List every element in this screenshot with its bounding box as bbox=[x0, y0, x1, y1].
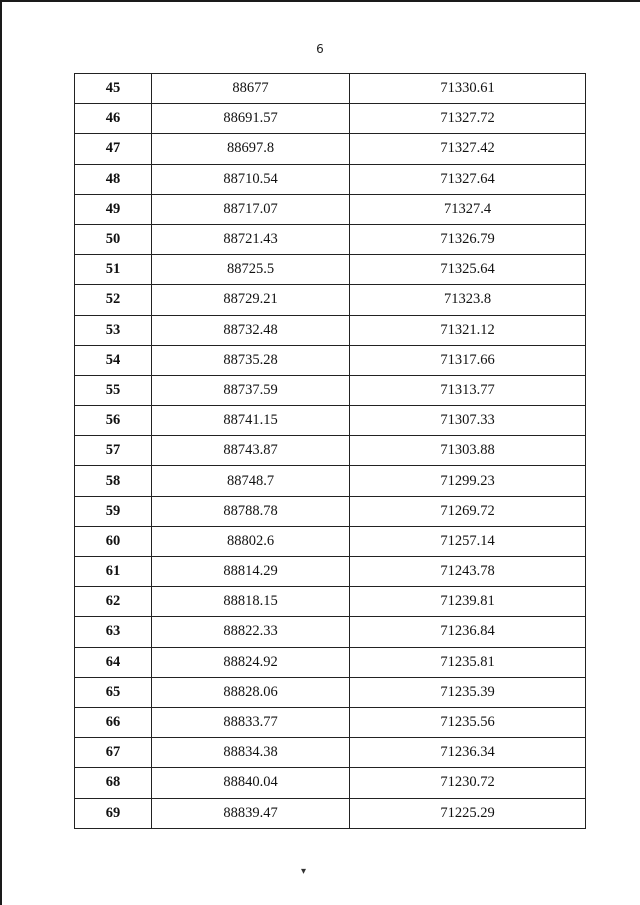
table-row bbox=[75, 134, 586, 164]
table-row bbox=[75, 707, 586, 737]
table-row bbox=[75, 526, 586, 556]
x-coordinate-cell: 88833.77 bbox=[152, 707, 350, 737]
y-coordinate-cell: 71236.34 bbox=[350, 738, 586, 768]
point-number-cell: 48 bbox=[75, 164, 152, 194]
point-number-cell: 65 bbox=[75, 677, 152, 707]
table-row bbox=[75, 315, 586, 345]
y-coordinate-cell: 71327.64 bbox=[350, 164, 586, 194]
y-coordinate-cell: 71323.8 bbox=[350, 285, 586, 315]
y-coordinate-cell: 71235.81 bbox=[350, 647, 586, 677]
y-coordinate-cell: 71269.72 bbox=[350, 496, 586, 526]
x-coordinate-cell: 88725.5 bbox=[152, 255, 350, 285]
point-number-cell: 46 bbox=[75, 104, 152, 134]
point-number-cell: 63 bbox=[75, 617, 152, 647]
point-number-cell: 69 bbox=[75, 798, 152, 828]
x-coordinate-cell: 88834.38 bbox=[152, 738, 350, 768]
y-coordinate-cell: 71299.23 bbox=[350, 466, 586, 496]
x-coordinate-cell: 88735.28 bbox=[152, 345, 350, 375]
y-coordinate-cell: 71235.39 bbox=[350, 677, 586, 707]
x-coordinate-cell: 88741.15 bbox=[152, 406, 350, 436]
table-row bbox=[75, 224, 586, 254]
table-row bbox=[75, 647, 586, 677]
x-coordinate-cell: 88814.29 bbox=[152, 557, 350, 587]
point-number-cell: 49 bbox=[75, 194, 152, 224]
table-row bbox=[75, 104, 586, 134]
point-number-cell: 45 bbox=[75, 74, 152, 104]
table-row bbox=[75, 375, 586, 405]
point-number-cell: 66 bbox=[75, 707, 152, 737]
x-coordinate-cell: 88748.7 bbox=[152, 466, 350, 496]
y-coordinate-cell: 71325.64 bbox=[350, 255, 586, 285]
y-coordinate-cell: 71327.42 bbox=[350, 134, 586, 164]
y-coordinate-cell: 71330.61 bbox=[350, 74, 586, 104]
x-coordinate-cell: 88721.43 bbox=[152, 224, 350, 254]
x-coordinate-cell: 88737.59 bbox=[152, 375, 350, 405]
table-row bbox=[75, 557, 586, 587]
x-coordinate-cell: 88788.78 bbox=[152, 496, 350, 526]
table-row bbox=[75, 406, 586, 436]
table-row bbox=[75, 496, 586, 526]
point-number-cell: 64 bbox=[75, 647, 152, 677]
x-coordinate-cell: 88840.04 bbox=[152, 768, 350, 798]
point-number-cell: 50 bbox=[75, 224, 152, 254]
x-coordinate-cell: 88743.87 bbox=[152, 436, 350, 466]
y-coordinate-cell: 71317.66 bbox=[350, 345, 586, 375]
x-coordinate-cell: 88729.21 bbox=[152, 285, 350, 315]
table-row bbox=[75, 798, 586, 828]
point-number-cell: 60 bbox=[75, 526, 152, 556]
page-edge-left bbox=[0, 0, 2, 905]
y-coordinate-cell: 71326.79 bbox=[350, 224, 586, 254]
table-row bbox=[75, 587, 586, 617]
table-row bbox=[75, 285, 586, 315]
point-number-cell: 51 bbox=[75, 255, 152, 285]
table-row bbox=[75, 255, 586, 285]
x-coordinate-cell: 88818.15 bbox=[152, 587, 350, 617]
y-coordinate-cell: 71236.84 bbox=[350, 617, 586, 647]
point-number-cell: 53 bbox=[75, 315, 152, 345]
point-number-cell: 54 bbox=[75, 345, 152, 375]
y-coordinate-cell: 71235.56 bbox=[350, 707, 586, 737]
y-coordinate-cell: 71307.33 bbox=[350, 406, 586, 436]
x-coordinate-cell: 88839.47 bbox=[152, 798, 350, 828]
point-number-cell: 47 bbox=[75, 134, 152, 164]
page-number: 6 bbox=[316, 42, 324, 56]
table-row bbox=[75, 466, 586, 496]
y-coordinate-cell: 71313.77 bbox=[350, 375, 586, 405]
coordinate-table-body bbox=[75, 74, 586, 829]
x-coordinate-cell: 88828.06 bbox=[152, 677, 350, 707]
x-coordinate-cell: 88710.54 bbox=[152, 164, 350, 194]
x-coordinate-cell: 88824.92 bbox=[152, 647, 350, 677]
y-coordinate-cell: 71327.72 bbox=[350, 104, 586, 134]
point-number-cell: 61 bbox=[75, 557, 152, 587]
table-row bbox=[75, 436, 586, 466]
footer-mark: ▾ bbox=[301, 866, 307, 877]
point-number-cell: 57 bbox=[75, 436, 152, 466]
point-number-cell: 55 bbox=[75, 375, 152, 405]
x-coordinate-cell: 88697.8 bbox=[152, 134, 350, 164]
page-edge-top bbox=[0, 0, 640, 2]
point-number-cell: 56 bbox=[75, 406, 152, 436]
coordinate-table bbox=[74, 73, 586, 829]
y-coordinate-cell: 71225.29 bbox=[350, 798, 586, 828]
point-number-cell: 62 bbox=[75, 587, 152, 617]
table-row bbox=[75, 768, 586, 798]
table-row bbox=[75, 164, 586, 194]
table-row bbox=[75, 74, 586, 104]
y-coordinate-cell: 71243.78 bbox=[350, 557, 586, 587]
table-row bbox=[75, 617, 586, 647]
x-coordinate-cell: 88732.48 bbox=[152, 315, 350, 345]
table-row bbox=[75, 194, 586, 224]
table-row bbox=[75, 738, 586, 768]
y-coordinate-cell: 71230.72 bbox=[350, 768, 586, 798]
point-number-cell: 52 bbox=[75, 285, 152, 315]
table-row bbox=[75, 345, 586, 375]
y-coordinate-cell: 71327.4 bbox=[350, 194, 586, 224]
y-coordinate-cell: 71257.14 bbox=[350, 526, 586, 556]
y-coordinate-cell: 71303.88 bbox=[350, 436, 586, 466]
x-coordinate-cell: 88822.33 bbox=[152, 617, 350, 647]
x-coordinate-cell: 88717.07 bbox=[152, 194, 350, 224]
point-number-cell: 58 bbox=[75, 466, 152, 496]
point-number-cell: 67 bbox=[75, 738, 152, 768]
y-coordinate-cell: 71321.12 bbox=[350, 315, 586, 345]
y-coordinate-cell: 71239.81 bbox=[350, 587, 586, 617]
table-row bbox=[75, 677, 586, 707]
x-coordinate-cell: 88691.57 bbox=[152, 104, 350, 134]
point-number-cell: 68 bbox=[75, 768, 152, 798]
point-number-cell: 59 bbox=[75, 496, 152, 526]
x-coordinate-cell: 88802.6 bbox=[152, 526, 350, 556]
x-coordinate-cell: 88677 bbox=[152, 74, 350, 104]
